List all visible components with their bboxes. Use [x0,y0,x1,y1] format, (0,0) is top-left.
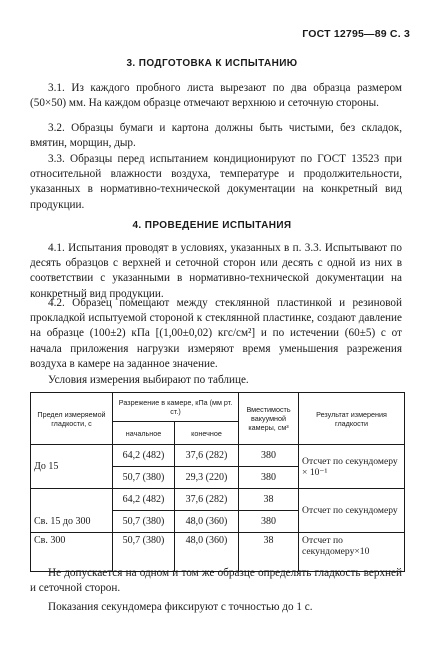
cell-volume: 380 [239,445,299,467]
cell-volume: 380 [239,467,299,489]
cell-limit: Св. 300 [31,533,113,572]
cell-initial: 50,7 (380) [113,511,175,533]
cell-volume: 38 [239,489,299,511]
cell-limit: До 15 [31,445,113,489]
paragraph-4-1: 4.1. Испытания проводят в условиях, указанных в п. 3.3. Испытывают по десять образцов с верхней и сеточной сторон или десять с одной из них в соответствии с указанными в нормативно-технической документации на конкретный вид продукции. [30,242,402,300]
cell-result: Отсчет по секундомеру × 10⁻¹ [299,445,405,489]
page-header: ГОСТ 12795—89 С. 3 [302,28,410,40]
cell-final: 37,6 (282) [175,445,239,467]
table-intro: Условия измерения выбирают по таблице. [48,374,249,386]
paragraph-3-2: 3.2. Образцы бумаги и картона должны быть чистыми, без складок, вмятин, морщин, дыр. [30,122,402,150]
cell-final: 48,0 (360) [175,511,239,533]
section-4-title: 4. ПРОВЕДЕНИЕ ИСПЫТАНИЯ [132,220,292,231]
measurement-table [30,392,405,572]
header-volume: Вместимость вакуумной камеры, см³ [239,393,299,445]
cell-final: 37,6 (282) [175,489,239,511]
header-final: конечное [175,422,239,445]
cell-initial: 64,2 (482) [113,445,175,467]
paragraph-3-3: 3.3. Образцы перед испытанием кондиционируют по ГОСТ 13523 при относительной влажности воздуха, температуре и продолжительности, указанных в нормативно-технической документации на конкретный вид продукции. [30,153,402,211]
cell-volume: 380 [239,511,299,533]
paragraph-4-2: 4.2. Образец помещают между стеклянной пластинкой и резиновой прокладкой испытуемой стороной к стеклянной пластинке, создают давление на образце (100±2) кПа [(1,00±0,02) кгс/см²] и по истечении (60±5) с от начала приложения нагрузки измеряют время уменьшения разрежения воздуха в камере на заданное значение. [30,297,402,370]
header-initial: начальное [113,422,175,445]
section-3-title: 3. ПОДГОТОВКА К ИСПЫТАНИЮ [126,58,298,69]
table-header-row [31,393,405,422]
header-result: Результат измерения гладкости [299,393,405,445]
cell-limit: Св. 15 до 300 [31,511,113,533]
paragraph-footer-2: Показания секундомера фиксируют с точностью до 1 с. [48,601,313,613]
table-row [31,445,405,467]
cell-initial: 64,2 (482) [113,489,175,511]
cell-result: Отсчет по секундомеру×10 [299,533,405,572]
cell-initial: 50,7 (380) [113,467,175,489]
cell-limit [31,489,113,511]
paragraph-footer-1: Не допускается на одном и том же образце определять гладкость верхней и сеточной сторон. [30,567,402,595]
paragraph-3-1: 3.1. Из каждого пробного листа вырезают по два образца размером (50×50) мм. На каждом образце отмечают верхнюю и сеточную стороны. [30,82,402,110]
cell-initial: 50,7 (380) [113,533,175,572]
header-limit: Предел измеряемой гладкости, с [31,393,113,445]
header-vacuum: Разрежение в камере, кПа (мм рт. ст.) [113,393,239,422]
table-row [31,489,405,511]
cell-final: 48,0 (360) [175,533,239,572]
cell-final: 29,3 (220) [175,467,239,489]
cell-result: Отсчет по секундомеру [299,489,405,533]
cell-volume: 38 [239,533,299,572]
